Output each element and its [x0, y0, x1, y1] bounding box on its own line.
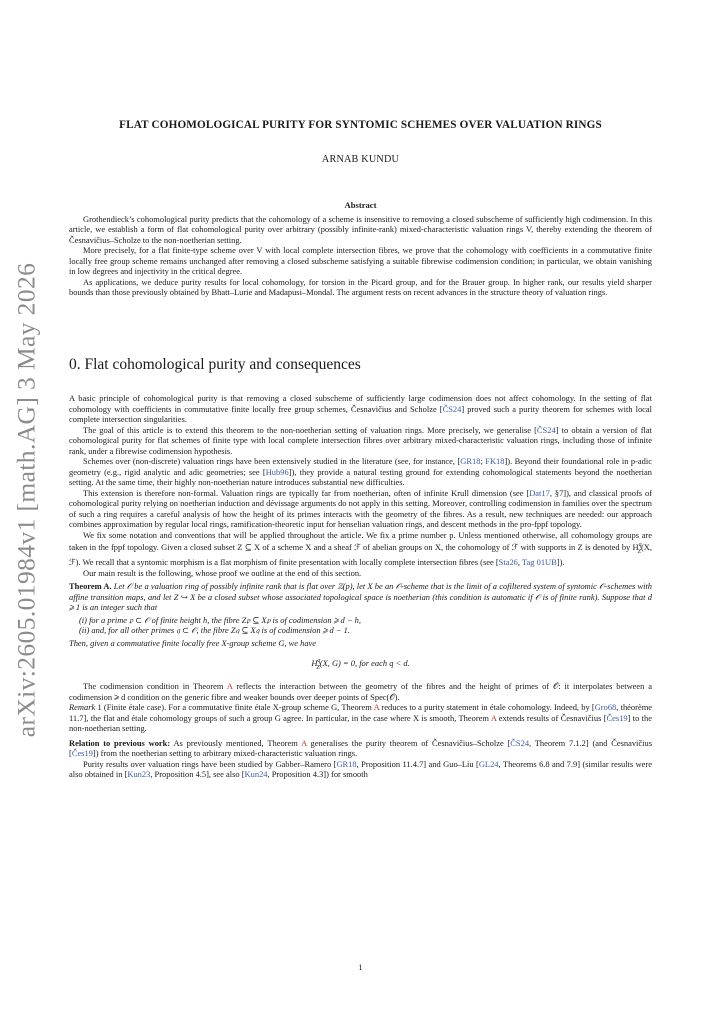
display-formula: $H^q_Z(X$, G) = 0, for each q < d.: [311, 657, 410, 671]
citation-link[interactable]: Hub96: [265, 466, 289, 477]
body-paragraph: The goal of this article is to extend this theorem to the non-noetherian setting of valuation rings. More precisely, we generalise [ČS24] to obtain a version of flat cohomological purity for flat schemes of finite type with local complete intersection fibres over arbitrary mixed-characteristic valuation rings, including those of infinite rank, under a fibrewise codimension hypothesis.: [69, 424, 652, 456]
theorem-conclusion: Then, given a commutative finite locally free X-group scheme G, we have: [69, 637, 317, 648]
condition-item: (ii) and, for all other primes 𝔮 ⊂ 𝒪, the fibre Z𝔮 ⊆ X𝔮 is of codimension ⩾ d − 1.: [79, 625, 350, 635]
body-paragraph: The codimension condition in Theorem A reflects the interaction between the geometry of the fibres and the height of primes of 𝒪: it interpolates between a codimension ⩾ d condition on the generic fibre and weaker bounds over deeper points of Spec(𝒪).: [69, 681, 652, 702]
abstract: [69, 200, 652, 298]
theorem-statement: Theorem A. Let 𝒪 be a valuation ring of possibly infinite rank that is flat over ℤ(p), let X be an 𝒪-scheme that is the limit of a cofiltered system of syntomic 𝒪-schemes with affine transition maps, and let Z ↪ X be a closed subset whose associated topological space is noetherian (this condition is automatic if 𝒪 is of finite rank). Suppose that d ⩾ 1 is an integer such that: [69, 581, 653, 612]
citation-link[interactable]: FK18: [485, 456, 505, 466]
citation-link[interactable]: GR18: [336, 758, 357, 769]
abstract-paragraph: More precisely, for a flat finite-type scheme over V with local complete intersection fibres, we prove that the cohomology with coefficients in a commutative finite locally free group scheme remains unchanged after removing a closed subscheme satisfying a suitable fibrewise codimension condition; in particular, we obtain vanishing in low degrees and injectivity in the critical degree.: [69, 245, 652, 276]
paper-author: ARNAB KUNDU: [321, 154, 400, 165]
remark: Remark 1 (Finite étale case). For a commutative finite étale X-group scheme G, Theorem A reduces to a purity statement in étale cohomology. Indeed, by [Gro68, théorème 11.7], the flat and étale cohomology groups of such a group G agree. In particular, in the case where X is smooth, Theorem A extends results of Česnavičius [Čes19] to the non-noetherian setting.: [69, 702, 652, 733]
theorem-reference-link[interactable]: A: [373, 702, 380, 712]
body-paragraph: We fix some notation and conventions that will be applied throughout the article. We fix a prime number p. Unless mentioned otherwise, all cohomology groups are taken in the fppf topology. Given a closed subset Z ⊆ X of a scheme X and a sheaf ℱ of abelian groups on X, the cohomology of ℱ with supports in Z is denoted by $H^q_Z(X$, ℱ). We recall that a syntomic morphism is a flat morphism of finite presentation with locally complete intersection fibres (see [Sta26, Tag 01UB]).: [69, 529, 652, 567]
body-paragraph: Purity results over valuation rings have been studied by Gabber–Ramero [GR18, Proposition 11.4.7] and Guo–Liu [GL24, Theorems 6.8 and 7.9] (similar results were also obtained in [Kun23, Proposition 4.5], see also [Kun24, Proposition 4.3]) for smooth: [69, 758, 652, 779]
citation-link[interactable]: Dat17: [529, 487, 550, 498]
theorem-block: [69, 581, 652, 673]
citation-link[interactable]: GR18: [460, 456, 481, 466]
theorem-reference-link[interactable]: A: [301, 737, 307, 748]
paper-title: FLAT COHOMOLOGICAL PURITY FOR SYNTOMIC SCHEMES OVER VALUATION RINGS: [119, 119, 602, 131]
citation-link[interactable]: ČS24: [536, 424, 556, 435]
body-paragraph: This extension is therefore non-formal. Valuation rings are typically far from noetherian, often of infinite Krull dimension (see [Dat17, §7]), and classical proofs of cohomological purity relying on noetherian induction and dévissage arguments do not apply in this setting. Moreover, controlling codimension in families over the spectrum of such a ring requires a careful analysis of how the height of its primes interacts with the geometry of the fibres. As a result, new techniques are needed: our approach combines approximation by regular local rings, ramification-theoretic input for henselian valuation rings, and descent methods in the pro-fppf topology.: [69, 487, 652, 529]
body-paragraph: Our main result is the following, whose proof we outline at the end of this section.: [83, 567, 362, 578]
body-paragraph: Relation to previous work: As previously mentioned, Theorem A generalises the purity theorem of Česnavičius–Scholze [ČS24, Theorem 7.1.2] (and Česnavičius [Čes19]) from the noetherian setting to arbitrary mixed-characteristic valuation rings.: [69, 737, 652, 758]
body-paragraph: A basic principle of cohomological purity is that removing a closed subscheme of sufficiently large codimension does not affect cohomology. In the setting of flat cohomology with coefficients in commutative finite locally free group schemes, Česnavičius and Scholze [ČS24] proved such a purity theorem for schemes with local complete intersection singularities.: [69, 393, 652, 424]
citation-link[interactable]: ČS24: [442, 403, 462, 414]
relation-label: Relation to previous work:: [69, 737, 171, 748]
theorem-label: Theorem A.: [69, 581, 112, 591]
body-paragraph: Schemes over (non-discrete) valuation rings have been extensively studied in the literature (see, for instance, [GR18; FK18]). Beyond their foundational role in p-adic geometry (e.g., rigid analytic and adic geometries; see [Hub96]), they provide a natural testing ground for extending cohomological statements beyond the noetherian setting. At the same time, their highly non-noetherian nature introduces substantial new difficulties.: [69, 456, 652, 487]
citation-link[interactable]: Tag 01UB: [521, 557, 557, 567]
theorem-reference-link[interactable]: A: [490, 712, 497, 723]
arxiv-stamp-text: arXiv:2605.01984v1 [math.AG] 3 May 2026: [11, 262, 41, 738]
theorem-conditions: [69, 615, 652, 636]
arxiv-stamp: [4, 262, 48, 738]
theorem-reference-link[interactable]: A: [226, 681, 233, 691]
page-number: 1: [358, 962, 363, 972]
abstract-paragraph: Grothendieck’s cohomological purity predicts that the cohomology of a scheme is insensitive to removing a closed subscheme of sufficiently high codimension. In this article, we establish a form of flat cohomological purity over arbitrary (possibly infinite-rank) mixed-characteristic valuation rings V, thereby extending the theorem of Česnavičius–Scholze to the non-noetherian setting.: [69, 213, 652, 245]
abstract-paragraph: As applications, we deduce purity results for local cohomology, for torsion in the Picard group, and for the Brauer group. In higher rank, our results yield sharper bounds than those previously obtained by Bhatt–Lurie and Madapusi–Mondal. The argument rests on recent advances in the structure theory of valuation rings.: [69, 276, 652, 297]
citation-link[interactable]: Gro68: [594, 702, 617, 712]
citation-link[interactable]: Kun23: [127, 769, 151, 779]
condition-item: (i) for a prime 𝔭 ⊂ 𝒪 of finite height h, the fibre Z𝔭 ⊆ X𝔭 is of codimension ⩾ d − h,: [79, 614, 361, 625]
section-heading: 0. Flat cohomological purity and consequences: [69, 356, 361, 373]
citation-link[interactable]: Kun24: [244, 769, 268, 779]
section-body: [69, 393, 652, 780]
citation-link[interactable]: Čes19: [71, 748, 93, 758]
citation-link[interactable]: Sta26: [498, 557, 518, 567]
abstract-heading: Abstract: [344, 200, 377, 210]
citation-link[interactable]: ČS24: [510, 737, 530, 748]
citation-link[interactable]: Čes19: [606, 712, 628, 723]
remark-label: Remark: [69, 702, 96, 712]
citation-link[interactable]: GL24: [478, 758, 499, 769]
